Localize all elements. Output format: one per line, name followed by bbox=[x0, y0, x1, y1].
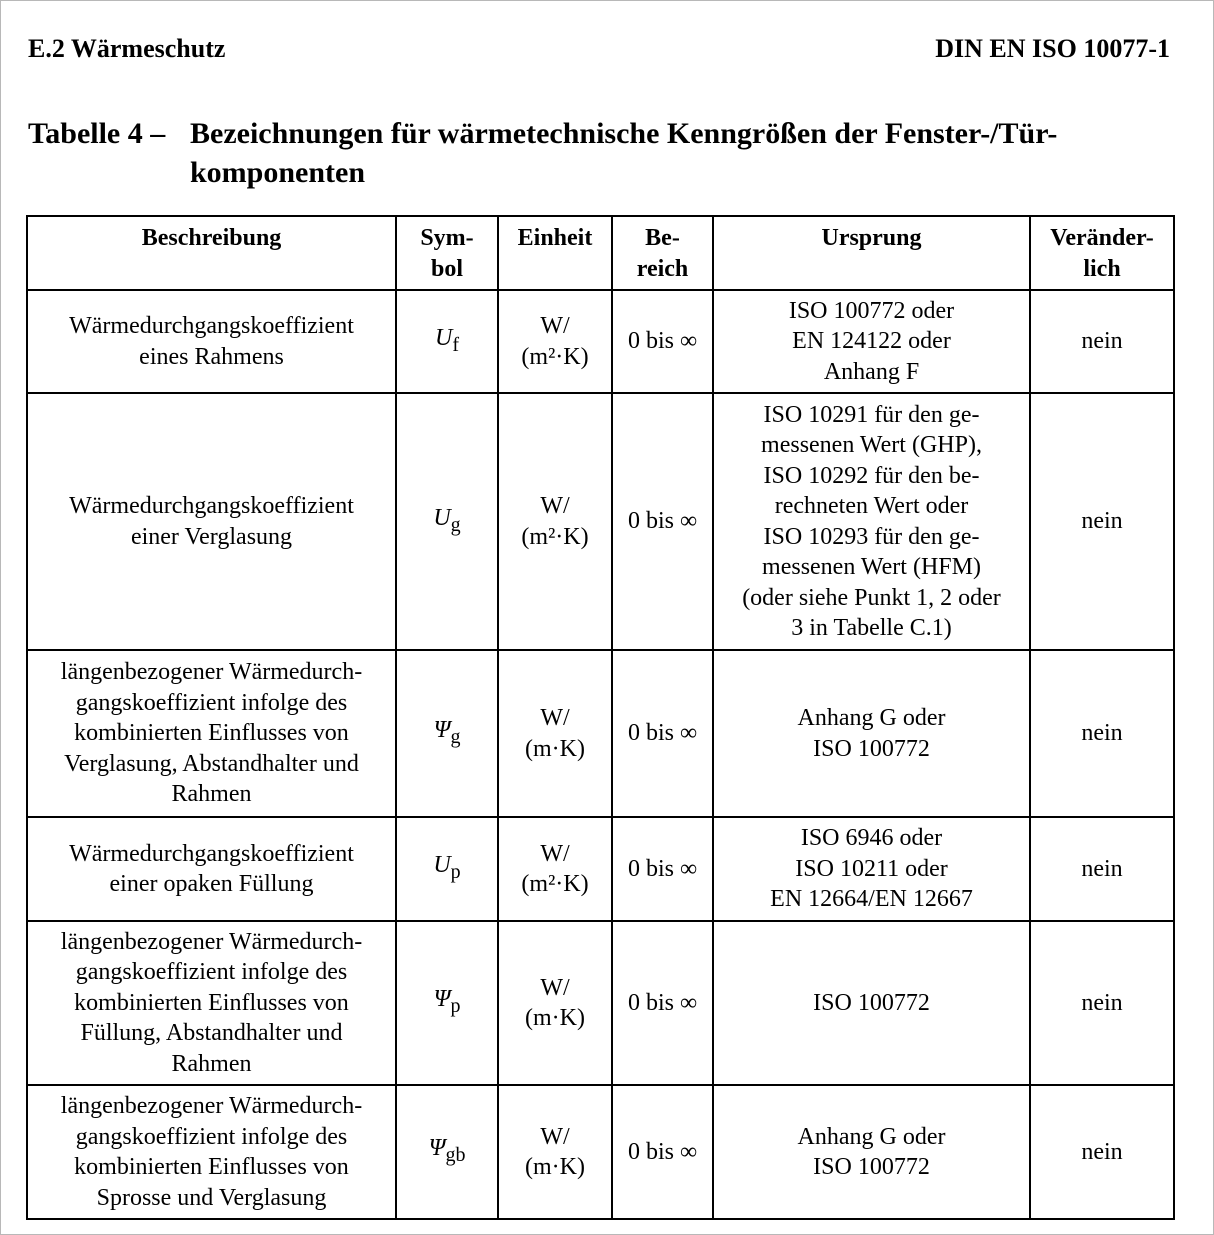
cell-description: längenbezogener Wärmedurch- gangskoeffizient infolge des kombinierten Einflusses von Sprosse und Verglasung bbox=[27, 1085, 396, 1219]
table-row bbox=[27, 921, 1174, 1085]
cell-description: längenbezogener Wärmedurch- gangskoeffizient infolge des kombinierten Einflusses von Füllung, Abstandhalter und Rahmen bbox=[27, 921, 396, 1085]
symbol-main: Ψ bbox=[433, 986, 451, 1013]
table-row bbox=[27, 650, 1174, 817]
cell-symbol bbox=[396, 650, 498, 817]
cell-variable: nein bbox=[1030, 290, 1174, 393]
cell-symbol bbox=[396, 921, 498, 1085]
cell-origin: Anhang G oder ISO 100772 bbox=[713, 650, 1030, 817]
thermal-properties-table bbox=[26, 215, 1175, 1220]
cell-unit: W/ (m·K) bbox=[498, 921, 612, 1085]
cell-origin: ISO 10291 für den ge- messenen Wert (GHP), ISO 10292 für den be- rechneten Wert oder ISO 10293 für den ge- messenen Wert (HFM) (oder siehe Punkt 1, 2 oder 3 in Tabelle C.1) bbox=[713, 393, 1030, 650]
cell-symbol bbox=[396, 290, 498, 393]
symbol-subscript: g bbox=[450, 725, 461, 748]
table-row bbox=[27, 393, 1174, 650]
table-row bbox=[27, 1085, 1174, 1219]
symbol-subscript: g bbox=[450, 513, 461, 536]
symbol-main: Ψ bbox=[433, 716, 451, 743]
cell-description: Wärmedurchgangskoeffizient einer opaken Füllung bbox=[27, 817, 396, 921]
cell-unit: W/ (m²·K) bbox=[498, 393, 612, 650]
table-caption bbox=[28, 114, 1178, 192]
symbol-subscript: gb bbox=[445, 1144, 466, 1167]
cell-range: 0 bis ∞ bbox=[612, 650, 713, 817]
symbol-main: U bbox=[433, 852, 451, 879]
cell-unit: W/ (m·K) bbox=[498, 650, 612, 817]
cell-origin: Anhang G oder ISO 100772 bbox=[713, 1085, 1030, 1219]
column-header-description: Beschreibung bbox=[27, 216, 396, 290]
table-caption-text: Bezeichnungen für wärmetechnische Kenngrößen der Fenster-/Tür- komponenten bbox=[190, 117, 1058, 189]
cell-variable: nein bbox=[1030, 921, 1174, 1085]
cell-unit: W/ (m²·K) bbox=[498, 817, 612, 921]
running-header bbox=[28, 34, 1170, 68]
cell-range: 0 bis ∞ bbox=[612, 1085, 713, 1219]
cell-range: 0 bis ∞ bbox=[612, 817, 713, 921]
symbol-subscript: p bbox=[450, 995, 461, 1018]
cell-symbol bbox=[396, 1085, 498, 1219]
table-row bbox=[27, 290, 1174, 393]
cell-range: 0 bis ∞ bbox=[612, 921, 713, 1085]
column-header-variable: Veränder- lich bbox=[1030, 216, 1174, 290]
cell-variable: nein bbox=[1030, 1085, 1174, 1219]
symbol-subscript: f bbox=[452, 333, 459, 356]
table-header-row bbox=[27, 216, 1174, 290]
table-row bbox=[27, 817, 1174, 921]
cell-origin: ISO 6946 oder ISO 10211 oder EN 12664/EN 12667 bbox=[713, 817, 1030, 921]
cell-origin: ISO 100772 bbox=[713, 921, 1030, 1085]
column-header-unit: Einheit bbox=[498, 216, 612, 290]
cell-description: Wärmedurchgangskoeffizient eines Rahmens bbox=[27, 290, 396, 393]
cell-unit: W/ (m²·K) bbox=[498, 290, 612, 393]
cell-origin: ISO 100772 oder EN 124122 oder Anhang F bbox=[713, 290, 1030, 393]
cell-variable: nein bbox=[1030, 650, 1174, 817]
symbol-main: U bbox=[433, 504, 451, 531]
cell-variable: nein bbox=[1030, 393, 1174, 650]
cell-description: längenbezogener Wärmedurch- gangskoeffizient infolge des kombinierten Einflusses von Verglasung, Abstandhalter und Rahmen bbox=[27, 650, 396, 817]
symbol-main: Ψ bbox=[428, 1135, 446, 1162]
cell-unit: W/ (m·K) bbox=[498, 1085, 612, 1219]
column-header-range: Be- reich bbox=[612, 216, 713, 290]
cell-description: Wärmedurchgangskoeffizient einer Verglasung bbox=[27, 393, 396, 650]
cell-variable: nein bbox=[1030, 817, 1174, 921]
cell-symbol bbox=[396, 817, 498, 921]
cell-range: 0 bis ∞ bbox=[612, 290, 713, 393]
section-title: E.2 Wärmeschutz bbox=[28, 34, 226, 63]
cell-symbol bbox=[396, 393, 498, 650]
cell-range: 0 bis ∞ bbox=[612, 393, 713, 650]
standard-number: DIN EN ISO 10077-1 bbox=[935, 34, 1170, 63]
column-header-origin: Ursprung bbox=[713, 216, 1030, 290]
table-caption-label: Tabelle 4 – bbox=[28, 117, 166, 150]
symbol-subscript: p bbox=[450, 861, 461, 884]
column-header-symbol: Sym- bol bbox=[396, 216, 498, 290]
symbol-main: U bbox=[434, 324, 453, 351]
